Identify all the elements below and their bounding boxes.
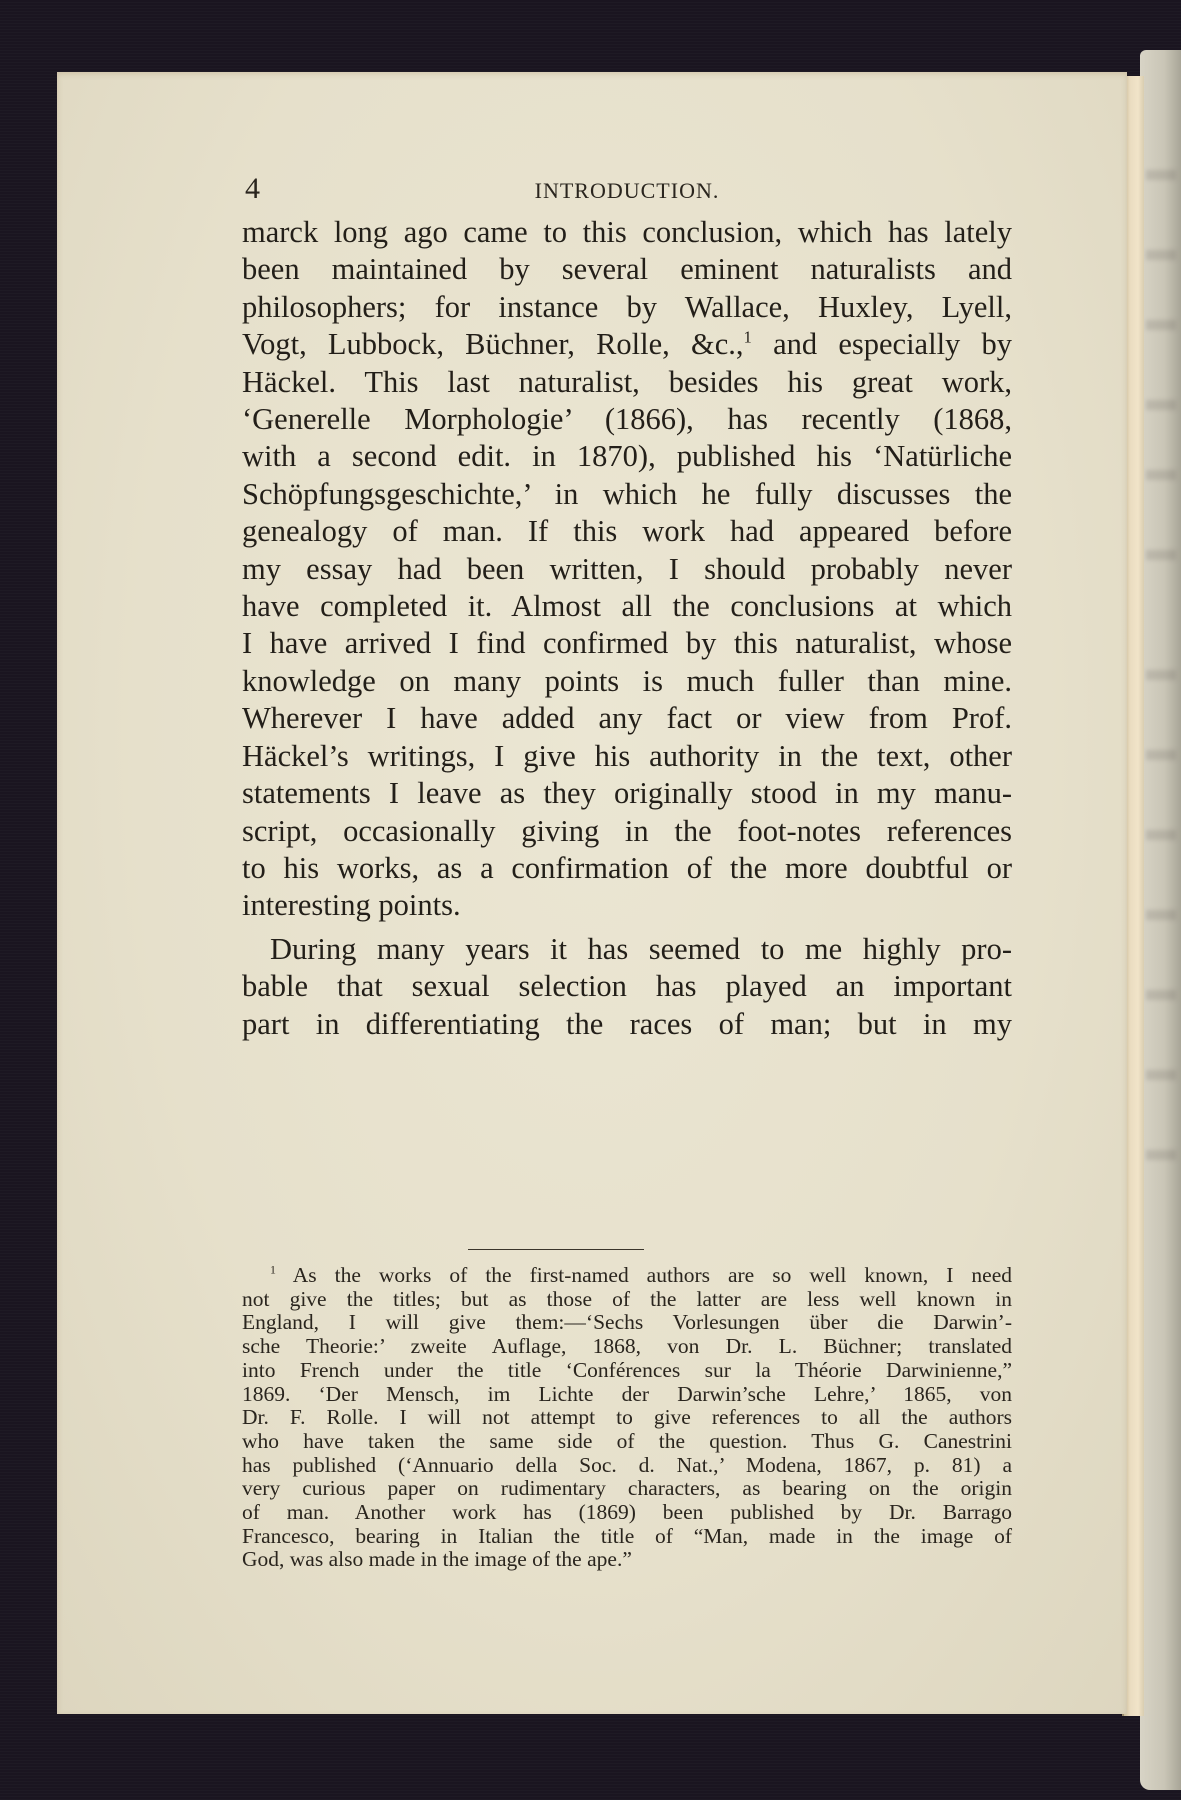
text-line: bable that sexual selection has played an important <box>242 969 1012 1004</box>
bleed-through-text <box>1146 400 1176 410</box>
bleed-through-text <box>1146 320 1176 330</box>
footnote-line <box>242 1264 1012 1288</box>
paragraph-2 <box>242 931 1012 1043</box>
text-line: statements I leave as they originally stood in my manu- <box>242 776 1012 811</box>
text-line: ‘Generelle Morphologie’ (1866), has recently (1868, <box>242 402 1012 437</box>
text-line: Häckel. This last naturalist, besides his great work, <box>242 364 1012 399</box>
text-line: I have arrived I find confirmed by this naturalist, whose <box>242 626 1012 661</box>
adjacent-page-edge <box>1140 50 1181 1790</box>
footnote-line: Francesco, bearing in Italian the title of “Man, made in the image of <box>242 1523 1012 1548</box>
footnote-line: who have taken the same side of the question. Thus G. Canestrini <box>242 1428 1012 1453</box>
footnote-line: of man. Another work has (1869) been published by Dr. Barrago <box>242 1500 1012 1525</box>
text-line: Schöpfungsgeschichte,’ in which he fully discusses the <box>242 476 1012 511</box>
paragraph-1 <box>242 214 1012 925</box>
footnote-line: very curious paper on rudimentary characters, as bearing on the origin <box>242 1476 1012 1501</box>
text-line: script, occasionally giving in the foot-notes references <box>242 813 1012 848</box>
footnote-reference[interactable]: 1 <box>743 327 752 347</box>
text-line: have completed it. Almost all the conclusions at which <box>242 589 1012 624</box>
text-line: my essay had been written, I should probably never <box>242 551 1012 586</box>
text-line: interesting points. <box>242 888 461 923</box>
footnote-line: sche Theorie:’ zweite Auflage, 1868, von Dr. L. Büchner; translated <box>242 1334 1012 1359</box>
bleed-through-text <box>1146 1150 1176 1160</box>
bleed-through-text <box>1146 170 1176 180</box>
text-line: knowledge on many points is much fuller than mine. <box>242 663 1012 698</box>
running-head: INTRODUCTION. <box>534 178 720 203</box>
bleed-through-text <box>1146 550 1176 560</box>
text-line: to his works, as a confirmation of the more doubtful or <box>242 850 1012 885</box>
text-line: been maintained by several eminent naturalists and <box>242 252 1012 287</box>
text-line <box>242 326 1012 363</box>
footnote-line: England, I will give them:—‘Sechs Vorlesungen über die Darwin’- <box>242 1310 1012 1335</box>
text-fragment: and especially by <box>751 327 1013 362</box>
bleed-through-text <box>1146 750 1176 760</box>
bleed-through-text <box>1146 1070 1176 1080</box>
footnote-line: into French under the title ‘Conférences sur la Théorie Darwinienne,” <box>242 1357 1012 1382</box>
bleed-through-text <box>1146 910 1176 920</box>
text-fragment: As the works of the first-named authors are so well known, I need <box>292 1263 1012 1287</box>
text-line: Häckel’s writings, I give his authority in the text, other <box>242 738 1012 773</box>
footnote-line: Dr. F. Rolle. I will not attempt to give references to all the authors <box>242 1405 1012 1430</box>
text-line: philosophers; for instance by Wallace, Huxley, Lyell, <box>242 289 1012 324</box>
book-page <box>57 72 1127 1714</box>
bleed-through-text <box>1146 670 1176 680</box>
text-line: with a second edit. in 1870), published his ‘Natürliche <box>242 439 1012 474</box>
bleed-through-text <box>1146 830 1176 840</box>
footnote-line: not give the titles; but as those of the latter are less well known in <box>242 1286 1012 1311</box>
text-line: Wherever I have added any fact or view from Prof. <box>242 701 1012 736</box>
footnote-line: 1869. ‘Der Mensch, im Lichte der Darwin’sche Lehre,’ 1865, von <box>242 1381 1012 1406</box>
text-line: During many years it has seemed to me highly pro- <box>270 931 1012 966</box>
footnote <box>242 1264 1012 1572</box>
text-line: genealogy of man. If this work had appeared before <box>242 514 1012 549</box>
page-number: 4 <box>245 172 260 205</box>
footnote-line: God, was also made in the image of the ape.” <box>242 1547 632 1572</box>
bleed-through-text <box>1146 990 1176 1000</box>
bleed-through-text <box>1146 250 1176 260</box>
footnote-marker: 1 <box>270 1262 276 1277</box>
text-line: marck long ago came to this conclusion, which has lately <box>242 215 1012 249</box>
text-line: part in differentiating the races of man; but in my <box>242 1006 1012 1041</box>
bleed-through-text <box>1146 470 1176 480</box>
footnote-separator-rule <box>468 1249 644 1250</box>
main-text <box>242 214 1012 1043</box>
footnote-line: has published (‘Annuario della Soc. d. Nat.,’ Modena, 1867, p. 81) a <box>242 1452 1012 1477</box>
text-fragment: Vogt, Lubbock, Büchner, Rolle, &c., <box>242 327 744 362</box>
